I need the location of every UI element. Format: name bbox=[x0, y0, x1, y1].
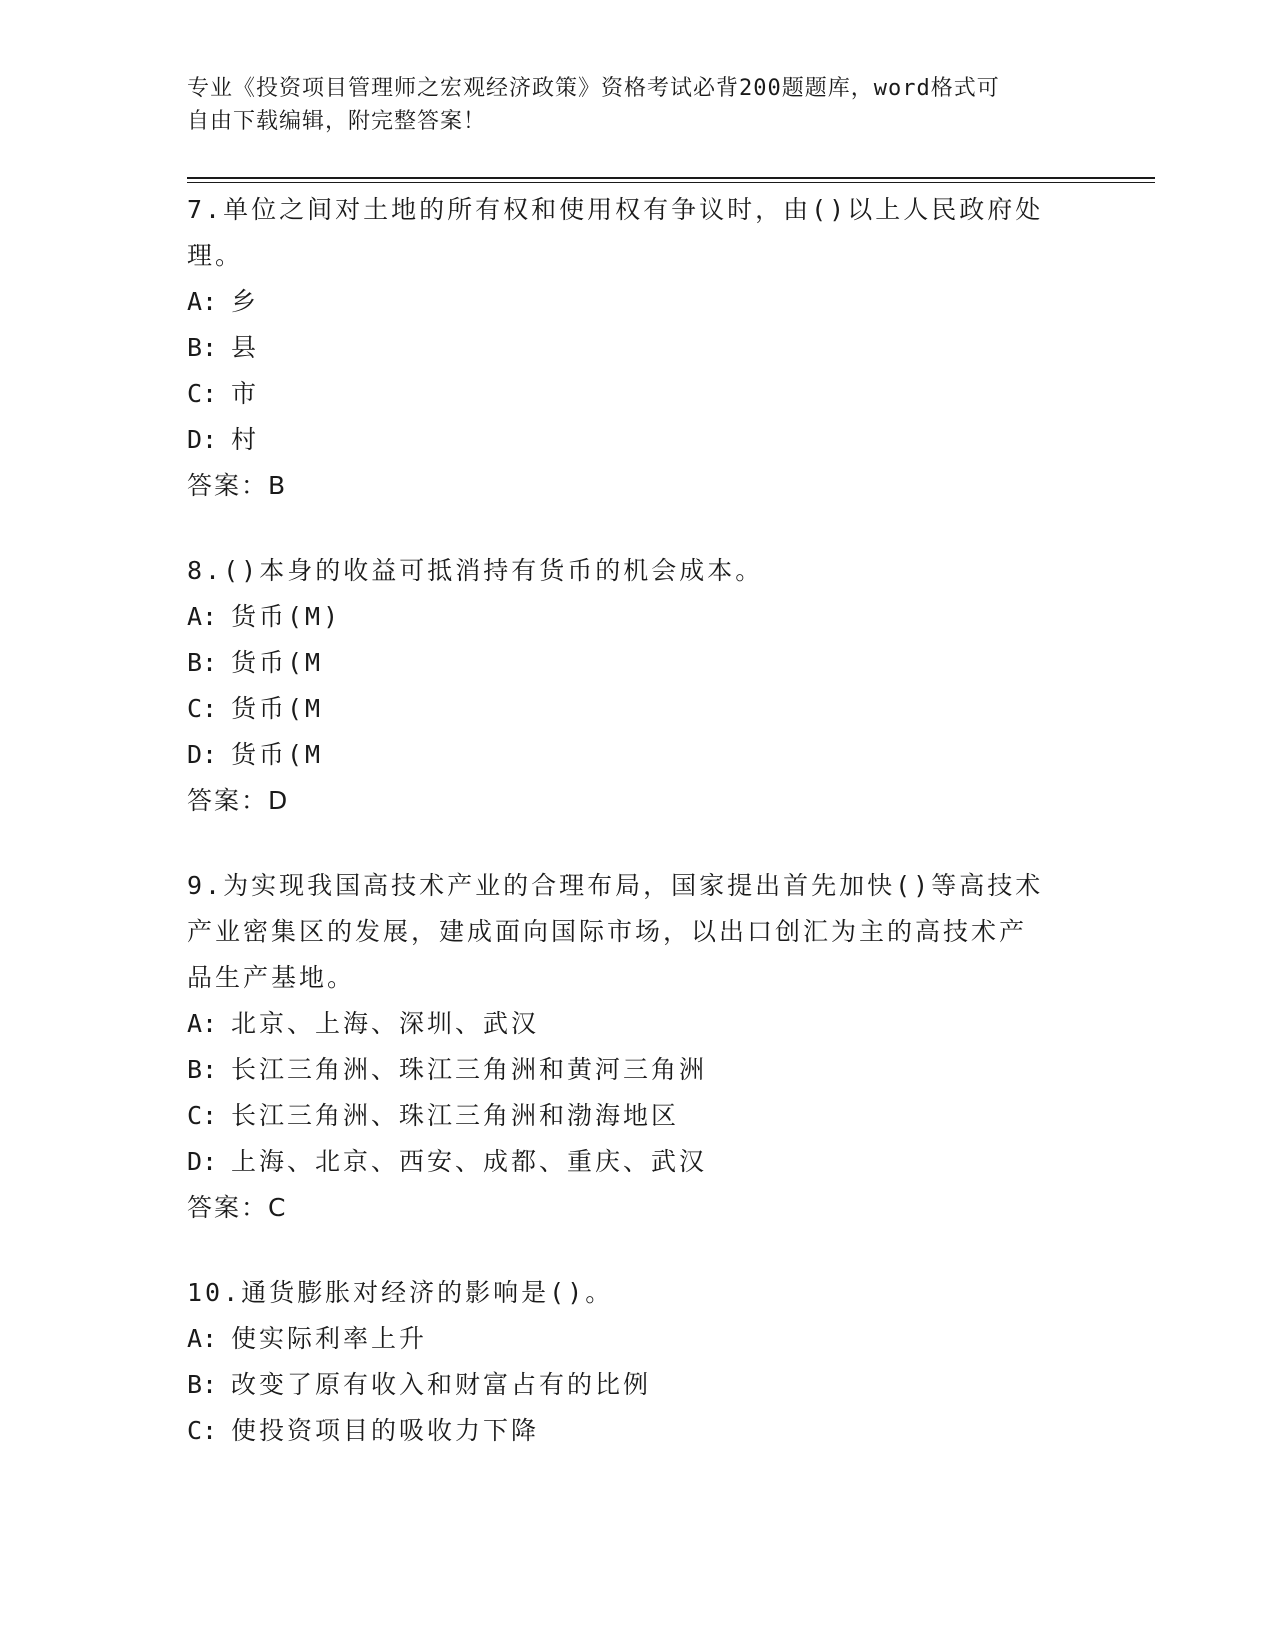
question-8 bbox=[187, 548, 1067, 824]
option-letter: A: bbox=[187, 1324, 218, 1353]
option-letter: B: bbox=[187, 1370, 218, 1399]
option-text: 改变了原有收入和财富占有的比例 bbox=[231, 1370, 652, 1399]
header-line-2: 自由下载编辑，附完整答案！ bbox=[187, 109, 487, 134]
option-text: 县 bbox=[231, 333, 260, 362]
option-a bbox=[187, 1001, 1067, 1047]
option-d bbox=[187, 1139, 1067, 1185]
option-text: 上海、北京、西安、成都、重庆、武汉 bbox=[231, 1147, 708, 1176]
option-letter: B: bbox=[187, 1055, 218, 1084]
option-b bbox=[187, 1362, 1067, 1408]
option-text: 使投资项目的吸收力下降 bbox=[231, 1416, 540, 1445]
option-c bbox=[187, 1093, 1067, 1139]
option-letter: A: bbox=[187, 1009, 218, 1038]
option-c bbox=[187, 1408, 1067, 1454]
option-text: 村 bbox=[231, 425, 260, 454]
option-text: 长江三角洲、珠江三角洲和黄河三角洲 bbox=[231, 1055, 708, 1084]
option-text: 货币(M) bbox=[231, 602, 342, 631]
option-letter: C: bbox=[187, 379, 218, 408]
option-letter: B: bbox=[187, 333, 218, 362]
option-text: 货币(M bbox=[231, 694, 324, 723]
option-text: 货币(M bbox=[231, 740, 324, 769]
answer-line: 答案：B bbox=[187, 471, 288, 500]
question-stem-line: 产业密集区的发展，建成面向国际市场，以出口创汇为主的高技术产 bbox=[187, 917, 1028, 946]
question-stem-line: 理。 bbox=[187, 241, 244, 270]
option-b bbox=[187, 640, 1067, 686]
question-list bbox=[187, 187, 1067, 1493]
option-letter: D: bbox=[187, 740, 218, 769]
question-stem-line: 9.为实现我国高技术产业的合理布局，国家提出首先加快()等高技术 bbox=[187, 871, 1044, 900]
option-letter: A: bbox=[187, 602, 218, 631]
option-text: 货币(M bbox=[231, 648, 324, 677]
option-a bbox=[187, 1316, 1067, 1362]
option-c bbox=[187, 371, 1067, 417]
option-text: 长江三角洲、珠江三角洲和渤海地区 bbox=[231, 1101, 680, 1130]
option-letter: B: bbox=[187, 648, 218, 677]
header-divider-thin bbox=[187, 182, 1155, 183]
option-text: 市 bbox=[231, 379, 260, 408]
option-letter: C: bbox=[187, 694, 218, 723]
option-letter: D: bbox=[187, 425, 218, 454]
option-d bbox=[187, 732, 1067, 778]
question-stem-line: 10.通货膨胀对经济的影响是()。 bbox=[187, 1278, 614, 1307]
option-a bbox=[187, 279, 1067, 325]
question-stem-line: 品生产基地。 bbox=[187, 963, 356, 992]
question-7 bbox=[187, 187, 1067, 509]
header-line-1: 专业《投资项目管理师之宏观经济政策》资格考试必背200题题库，word格式可 bbox=[187, 76, 1000, 101]
option-text: 乡 bbox=[231, 287, 260, 316]
option-d bbox=[187, 417, 1067, 463]
question-10 bbox=[187, 1270, 1067, 1454]
option-c bbox=[187, 686, 1067, 732]
answer-line: 答案：C bbox=[187, 1193, 288, 1222]
option-text: 使实际利率上升 bbox=[231, 1324, 428, 1353]
question-stem-line: 7.单位之间对土地的所有权和使用权有争议时，由()以上人民政府处 bbox=[187, 195, 1044, 224]
option-b bbox=[187, 1047, 1067, 1093]
answer-line: 答案：D bbox=[187, 786, 290, 815]
question-9 bbox=[187, 863, 1067, 1231]
option-a bbox=[187, 594, 1067, 640]
header-divider-thick bbox=[187, 177, 1155, 179]
option-b bbox=[187, 325, 1067, 371]
option-text: 北京、上海、深圳、武汉 bbox=[231, 1009, 540, 1038]
option-letter: D: bbox=[187, 1147, 218, 1176]
option-letter: C: bbox=[187, 1101, 218, 1130]
option-letter: C: bbox=[187, 1416, 218, 1445]
option-letter: A: bbox=[187, 287, 218, 316]
question-stem-line: 8.()本身的收益可抵消持有货币的机会成本。 bbox=[187, 556, 764, 585]
document-header bbox=[187, 72, 1067, 138]
